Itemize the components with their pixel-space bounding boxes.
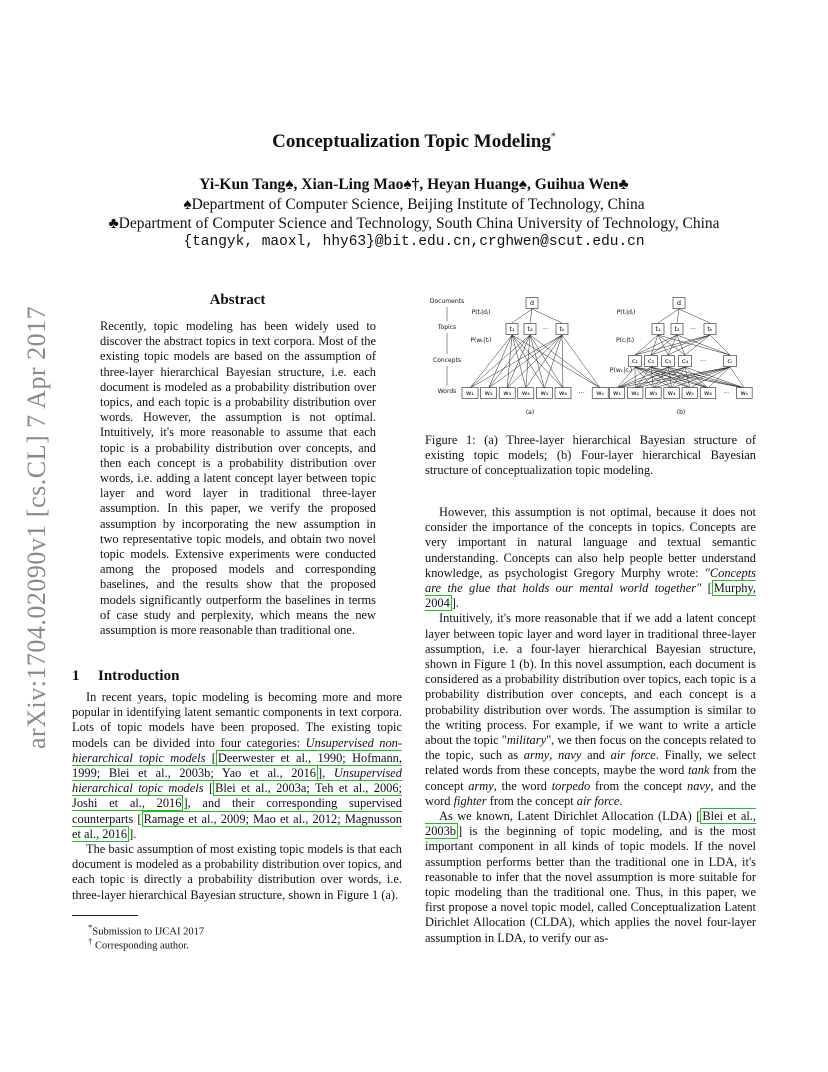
prob-topic-given-doc-a: P(tᵢ|dⱼ) (471, 309, 491, 316)
emph: army (468, 778, 494, 793)
layer-label-words: Words (437, 388, 457, 395)
category-unsupervised-flat: Unsupervised non-hierarchical topic models (72, 735, 402, 765)
citation-link[interactable]: Ramage et al., 2009; Mao et al., 2012; Magnusson et al., 2016 (72, 811, 402, 841)
text-span: However, this assumption is not optimal, because it does not consider the importance of the concepts in topics. Concepts are very important in natural language and textual semantic understanding. Concepts can also help people better understand knowledge, as psychologist Gregory Murphy wrote: (425, 505, 756, 580)
text-span: , the word (493, 778, 552, 793)
citation-link[interactable]: Murphy, 2004 (425, 581, 756, 611)
title-text: Conceptualization Topic Modeling (272, 131, 551, 152)
concept-node-b-label: c₃ (664, 357, 672, 366)
text-span: As we known, Latent Dirichlet Allocation (LDA) (439, 809, 697, 824)
prob-topic-given-doc-b: P(tᵢ|dⱼ) (616, 309, 636, 316)
category-unsupervised-hierarchical: Unsupervised hierarchical topic models (72, 766, 402, 796)
edge (562, 335, 563, 388)
word-node-a-label: w₃ (503, 389, 512, 398)
text-span: and (581, 748, 611, 763)
section-number: 1 (72, 668, 80, 684)
edge (530, 335, 600, 388)
edge (562, 335, 600, 388)
text-span: from the concept (425, 763, 756, 793)
word-node-a-label: wₙ (596, 389, 605, 398)
text-span: , (322, 766, 334, 781)
edge (690, 367, 730, 388)
emph: army (523, 748, 550, 763)
figure-1-caption: Figure 1: (a) Three-layer hierarchical Bayesian structure of existing topic models; (b) Four-layer hierarchical Bayesian structure of conceptualization topic modeling. (425, 433, 756, 478)
text-span: is the beginning of topic modeling, and is the most important component in all kinds of topic models. If the novel assumption performs better than the traditional one in LDA, it's reasonable to infer that the novel assumption is more suitable for topic modeling than the traditional one. Thus, in this paper, we first propose a novel topic model, called Conceptualization Latent Dirichlet Allocation (CLDA), which applies the novel four-layer assumption in LDA, to verify our as- (425, 824, 756, 945)
prob-concept-given-topic-b: P(cⱼ|tᵢ) (615, 337, 635, 344)
word-node-a-label: w₂ (484, 389, 493, 398)
panel-label-b: (b) (676, 409, 686, 416)
topic-ellipsis-b: ··· (690, 326, 696, 333)
emph: air force (610, 748, 656, 763)
affiliation-2: ♣Department of Computer Science and Technology, South China University of Technology, China (108, 215, 720, 232)
concept-node-b-label: c₂ (647, 357, 655, 366)
emph: navy (558, 748, 582, 763)
figure-1-diagram (425, 292, 756, 420)
word-node-a-label: w₆ (559, 389, 567, 398)
word-ellipsis-b: ··· (723, 390, 730, 397)
edge (651, 367, 690, 388)
right-paragraph-3: As we known, Latent Dirichlet Allocation (LDA) [ Blei et al., 2003b ] is the beginning of topic modeling, and is the most important component in all kinds of topic models. If the novel assumption performs better than the traditional one in LDA, it's reasonable to infer that the novel assumption is more suitable for topic modeling than the traditional one. Thus, in this paper, we first propose a novel topic model, called Conceptualization Latent Dirichlet Allocation (CLDA), which applies the novel four-layer assumption in LDA, to verify our as- (425, 809, 756, 945)
footnote-2 (88, 936, 189, 952)
topic-node-b-label: t₁ (655, 325, 661, 334)
paper-title (0, 131, 828, 153)
word-node-a-label: w₄ (521, 389, 530, 398)
emph: navy (687, 778, 711, 793)
footnote-text: Corresponding author. (95, 940, 189, 952)
citation-link[interactable]: Deerwester et al., 1990; Hofmann, 1999; Blei et al., 2003b; Yao et al., 2016 (72, 750, 402, 781)
footnote-rule (72, 915, 138, 916)
affiliation-1: ♠Department of Computer Science, Beijing Institute of Technology, China (183, 196, 645, 213)
word-node-b-label: w₂ (631, 389, 640, 398)
emph: air force (576, 793, 620, 808)
citation-link[interactable]: Blei et al., 2003b (425, 809, 756, 839)
edge (658, 309, 679, 323)
topic-node-b-label: tₖ (707, 325, 713, 334)
edge (635, 367, 730, 388)
edge (679, 309, 710, 323)
word-node-a-label: w₅ (540, 389, 549, 398)
text-span: Intuitively, it's more reasonable that if we add a latent concept layer between topic layer and word layer in traditional three-layer assumption, i.e. a four-layer hierarchical Bayesian structure, shown in Figure 1 (b). In this novel assumption, each document is considered as a probability distribution over topics, each topic is a probability distribution over concepts, and each concept is a probability distribution over words. The assumption is similar to the writing process. For example, if we want to write a article about the topic " (425, 611, 756, 748)
footnote-mark: * (88, 922, 93, 932)
emph: military (506, 733, 547, 748)
concept-node-b-label: c₄ (681, 357, 689, 366)
text-span: from the concept (486, 793, 577, 808)
topic-node-a-label: t₂ (527, 325, 533, 334)
right-paragraph-2 (425, 611, 756, 809)
email-addresses: {tangyk, maoxl, hhy63}@bit.edu.cn,crghwen@scut.edu.cn (183, 234, 645, 250)
word-node-b-label: w₁ (613, 389, 621, 398)
topic-node-a-label: t₁ (509, 325, 515, 334)
text-span: In recent years, topic modeling is becoming more and more popular in identifying latent semantic components in text corpora. Lots of topic models have been proposed. The existing topic models can be divided into four categories: (72, 690, 402, 750)
intro-paragraph-1: In recent years, topic modeling is becoming more and more popular in identifying latent semantic components in text corpora. Lots of topic models have been proposed. The existing topic models can be divided into four categories: Unsupervised non-hierarchical topic models [ Deerwester et al., 1990; Hofmann, 1999; Blei et al., 2003b; Yao et al., 2016 ], Unsupervised hierarchical topic models [ Blei et al., 2003a; Teh et al., 2006; Joshi et al., 2016 ], and their corresponding supervised counterparts [ Ramage et al., 2009; Mao et al., 2012; Magnusson et al., 2016 ]. (72, 690, 402, 841)
edge (530, 309, 532, 323)
prob-word-given-topic-a: P(wₖ|tᵢ) (470, 337, 492, 344)
word-ellipsis-a: ··· (578, 390, 585, 397)
text-span: , and the word (425, 778, 757, 808)
edge (658, 335, 730, 355)
text-span: ", we then focus on the concepts related to the topic, such as (425, 733, 756, 763)
text-span: , (549, 748, 559, 763)
section-title: Introduction (98, 668, 180, 684)
edge (635, 335, 677, 355)
emph: torpedo (551, 778, 591, 793)
topic-node-b-label: t₂ (674, 325, 680, 334)
layer-label-concepts: Concepts (433, 357, 461, 364)
document-node-b-label: d (676, 299, 682, 308)
text-span: . Finally, we select related words from these concepts, maybe the word (425, 748, 756, 778)
edge (512, 335, 563, 388)
text-span: . (133, 826, 137, 841)
edge (677, 309, 679, 323)
title-footnote-mark: * (550, 131, 556, 143)
author-list: Yi-Kun Tang♠, Xian-Ling Mao♠†, Heyan Huang♠, Guihua Wen♣ (199, 176, 629, 193)
edge (530, 335, 544, 388)
intro-paragraph-2: The basic assumption of most existing topic models is that each document is modeled as a probability distribution over topics, and each topic is directly a probability distribution over words, i.e. three-layer hierarchical Bayesian structure, shown in Figure 1 (a). (72, 842, 402, 902)
concept-node-b-label: cᵣ (727, 357, 733, 366)
prob-word-given-concept-b: P(wₖ|cⱼ) (609, 367, 633, 374)
edge (512, 335, 544, 388)
word-node-b-label: w₃ (649, 389, 658, 398)
topic-node-a-label: tₖ (559, 325, 565, 334)
word-node-a-label: w₁ (466, 389, 474, 398)
edge (512, 309, 532, 323)
emph: fighter (453, 793, 487, 808)
topic-ellipsis-a: ··· (542, 326, 548, 333)
murphy-quote: "Concepts are the glue that holds our mental world together" (425, 565, 756, 596)
layer-label-topics: Topics (437, 324, 457, 331)
layer-label-documents: Documents (429, 298, 465, 305)
footnote-mark: † (88, 936, 93, 946)
concept-node-b-label: c₁ (631, 357, 639, 366)
abstract-heading: Abstract (209, 292, 266, 308)
arxiv-stamp: arXiv:1704.02090v1 [cs.CL] 7 Apr 2017 (22, 305, 51, 749)
word-node-b-label: w₄ (667, 389, 676, 398)
section-heading (72, 668, 179, 685)
text-span: from the concept (590, 778, 687, 793)
emph: tank (688, 763, 710, 778)
citation-link[interactable]: Blei et al., 2003a; Teh et al., 2006; Joshi et al., 2016 (72, 781, 402, 811)
text-span: . (455, 596, 460, 611)
concept-ellipsis-b: ··· (700, 358, 706, 365)
intro-column (72, 690, 402, 903)
word-node-b-label: w₅ (685, 389, 694, 398)
edge (507, 335, 562, 388)
abstract-body: Recently, topic modeling has been widely used to discover the abstract topics in text corpora. Most of the existing topic models are based on the assumption of three-layer hierarchical Bayesian structure, i.e. each document is modeled as a probability distribution over topics, and each topic is a probability distribution over words. However, the assumption is not optimal. Intuitively, it's more reasonable to assume that each topic is a probability distribution over concepts, and then each concept is a probability distribution over words, i.e. adding a latent concept layer between topic layer and word layer in traditional three-layer assumption. In this paper, we verify the proposed assumption by incorporating the new assumption in two representative topic models, and obtain two novel topic models. Extensive experiments were conducted among the proposed models and corresponding baselines, and the results show that the proposed models significantly outperform the baselines in terms of case study and perplexity, which means the new assumption is more reasonable than traditional one. (100, 319, 376, 638)
right-paragraph-1: However, this assumption is not optimal, because it does not consider the importance of the concepts in topics. Concepts are very important in natural language and textual semantic understanding. Concepts can also help people better understand knowledge, as psychologist Gregory Murphy wrote: "Concepts are the glue that holds our mental world together" [ Murphy, 2004 ]. (425, 505, 756, 611)
edge (651, 335, 710, 355)
text-span: . (619, 793, 623, 808)
footnote-text: Submission to IJCAI 2017 (92, 926, 205, 938)
text-span: , and their corresponding supervised counterparts (72, 796, 402, 826)
panel-label-a: (a) (525, 409, 535, 416)
word-node-b-label: w₆ (704, 389, 712, 398)
edge (532, 309, 562, 323)
word-node-b-label: wₙ (740, 389, 749, 398)
right-column (425, 505, 756, 946)
edge (544, 335, 562, 388)
document-node-a-label: d (529, 299, 535, 308)
